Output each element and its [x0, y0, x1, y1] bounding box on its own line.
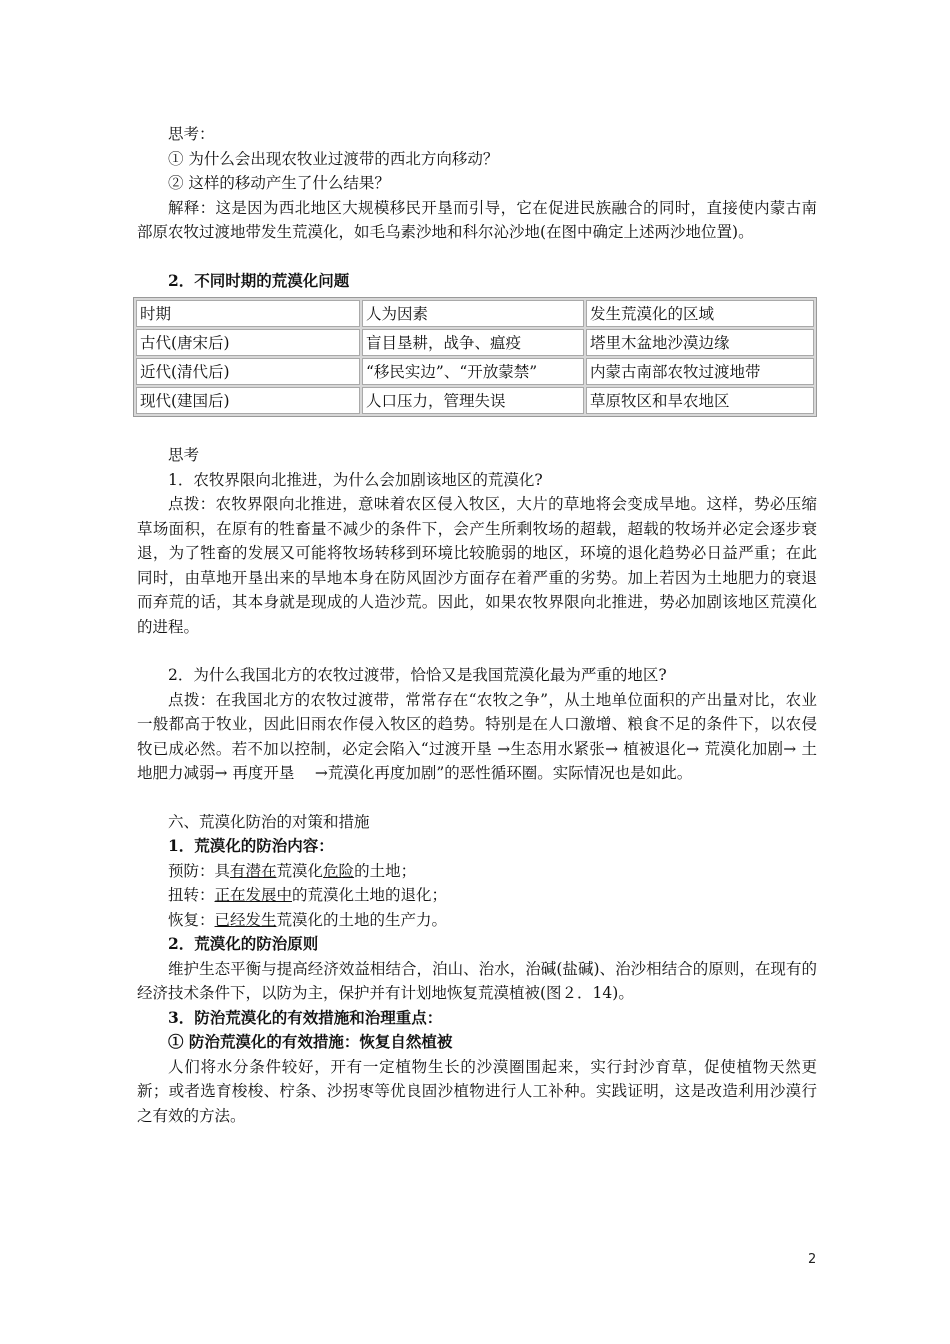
prevention-line: 预防：具有潜在荒漠化危险的土地；	[168, 861, 417, 880]
document-page	[137, 122, 817, 1128]
principle-paragraph: 维护生态平衡与提高经济效益相结合，泊山、治水，治碱(盐碱)、治沙相结合的原则，在现有的经济技术条件下，以防为主，保护并有计划地恢复荒漠植被(图２．14)。	[137, 959, 817, 1002]
table-cell: 盲目垦耕，战争、瘟疫	[362, 329, 584, 356]
desertification-periods-table	[133, 297, 817, 417]
table-header-cell: 发生荒漠化的区域	[586, 300, 814, 327]
section-6-title: 六、荒漠化防治的对策和措施	[168, 812, 370, 831]
answer-transition-zone: 点拨：在我国北方的农牧过渡带，常常存在“农牧之争”，从土地单位面积的产出量对比，农业一般都高于牧业，因此旧雨农作侵入牧区的趋势。特别是在人口激增、粮食不足的条件下，以农侵牧已成必然。若不加以控制，必定会陷入“过渡开垦 →生态用水紧张→ 植被退化→ 荒漠化加剧→ 土地肥力减弱→ 再度开垦 →荒漠化再度加剧”的恶性循环圈。实际情况也是如此。	[137, 690, 817, 782]
page-number: 2	[808, 1252, 817, 1267]
measures-heading: 3．防治荒漠化的有效措施和治理重点：	[168, 1007, 443, 1027]
table-cell: 草原牧区和旱农地区	[586, 387, 814, 414]
table-cell: 人口压力，管理失误	[362, 387, 584, 414]
table-cell: 内蒙古南部农牧过渡地带	[586, 358, 814, 385]
section-2-title: 2．不同时期的荒漠化问题	[168, 270, 350, 290]
table-row	[136, 358, 814, 385]
measures-paragraph: 人们将水分条件较好，开有一定植物生长的沙漠圈围起来，实行封沙育草，促使植物天然更新；或者选育梭梭、柠条、沙拐枣等优良固沙植物进行人工补种。实践证明，这是改造利用沙漠行之有效的方法。	[137, 1057, 817, 1125]
table-cell: “移民实边”、“开放蒙禁”	[362, 358, 584, 385]
measures-subheading: ① 防治荒漠化的有效措施：恢复自然植被	[168, 1032, 453, 1051]
table-header-row	[136, 300, 814, 327]
think-label: 思考：	[168, 125, 215, 143]
explanation-paragraph: 解释：这是因为西北地区大规模移民开垦而引导，它在促进民族融合的同时，直接使内蒙古南部原农牧过渡地带发生荒漠化，如毛乌素沙地和科尔沁沙地(在图中确定上述两沙地位置)。	[137, 198, 817, 241]
think-label-2: 思考	[168, 446, 200, 464]
prevention-content-heading: 1．荒漠化的防治内容：	[168, 836, 334, 855]
answer-northward: 点拨：农牧界限向北推进，意味着农区侵入牧区，大片的草地将会变成旱地。这样，势必压缩草场面积，在原有的牲畜量不减少的条件下，会产生所剩牧场的超载，超载的牧场并必定会逐步衰退，为了牲畜的发展又可能将牧场转移到环境比较脆弱的地区，环境的退化趋势必日益严重；在此同时，由草地开垦出来的旱地本身在防风固沙方面存在着严重的劣势。加上若因为土地肥力的衰退而弃荒的话，其本身就是现成的人造沙荒。因此，如果农牧界限向北推进，势必加剧该地区荒漠化的进程。	[137, 495, 817, 636]
table-cell: 古代(唐宋后)	[136, 329, 360, 356]
table-cell: 近代(清代后)	[136, 358, 360, 385]
principle-heading: 2．荒漠化的防治原则	[168, 934, 319, 953]
question-transition-zone: 2．为什么我国北方的农牧过渡带，恰恰又是我国荒漠化最为严重的地区?	[168, 666, 667, 684]
question-1: ① 为什么会出现农牧业过渡带的西北方向移动？	[168, 149, 499, 168]
table-header-cell: 时期	[136, 300, 360, 327]
question-northward: 1．农牧界限向北推进，为什么会加剧该地区的荒漠化?	[168, 470, 543, 489]
restore-line: 恢复：已经发生荒漠化的土地的生产力。	[168, 910, 448, 929]
table-row	[136, 387, 814, 414]
reverse-line: 扭转：正在发展中的荒漠化土地的退化；	[168, 886, 448, 904]
table-header-cell: 人为因素	[362, 300, 584, 327]
table-cell: 现代(建国后)	[136, 387, 360, 414]
table-cell: 塔里木盆地沙漠边缘	[586, 329, 814, 356]
table-row	[136, 329, 814, 356]
question-2: ② 这样的移动产生了什么结果？	[168, 174, 390, 192]
